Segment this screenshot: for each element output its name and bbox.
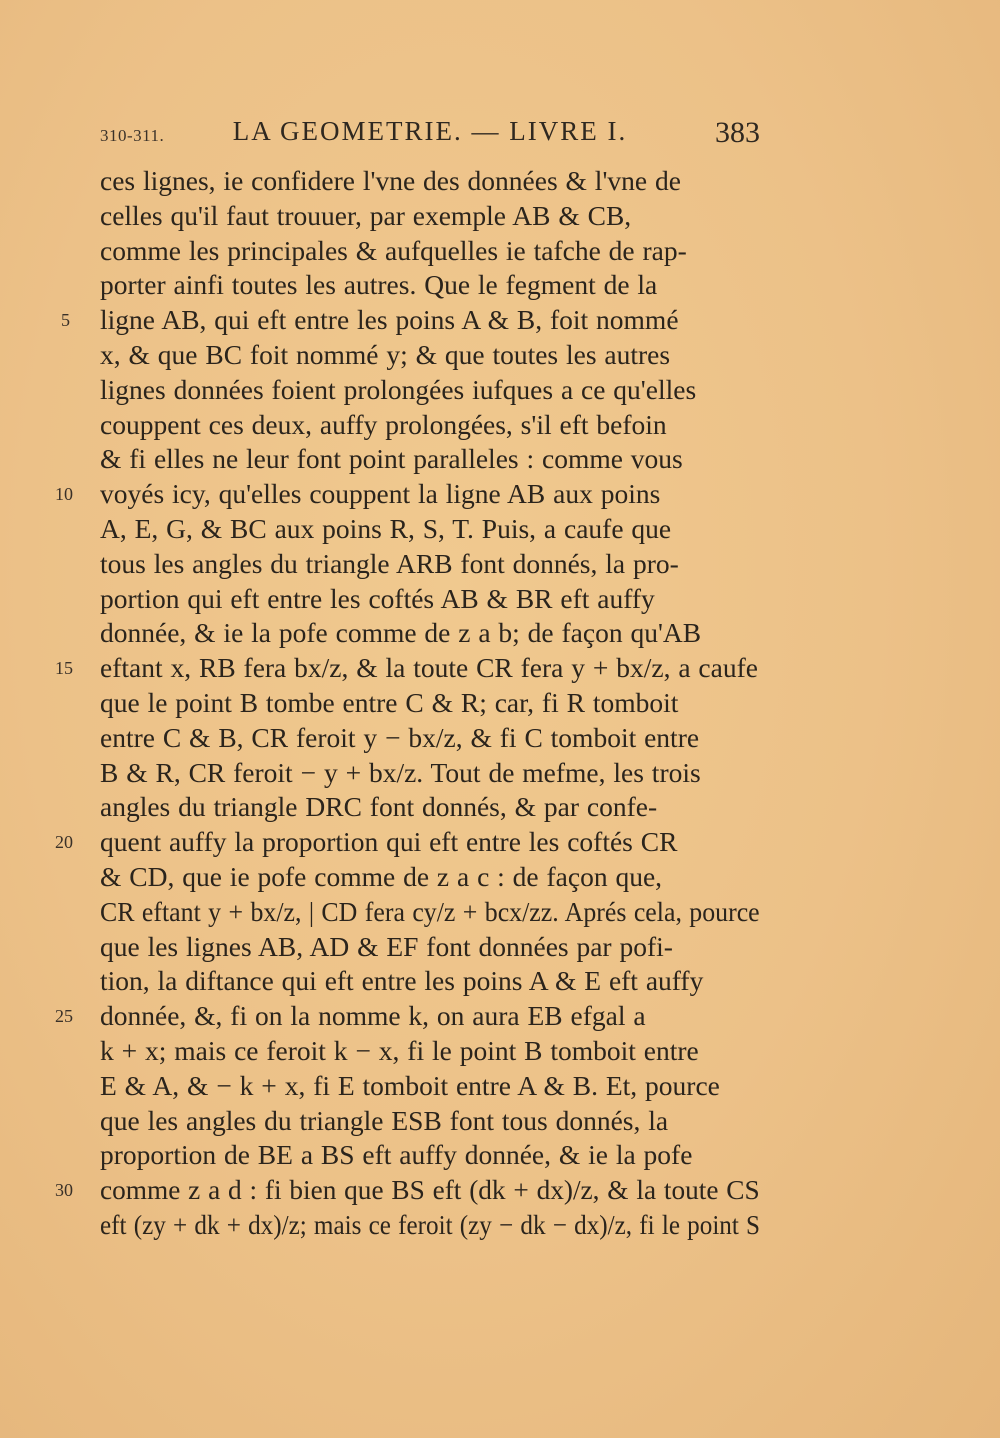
text-line <box>55 477 760 512</box>
line-text: eft (zy + dk + dx)/z; mais ce feroit (zy − dk − dx)/z, fi le point S <box>100 1208 761 1240</box>
line-text: ces lignes, ie confidere l'vne des données & l'vne de <box>100 165 681 196</box>
line-text: B & R, CR feroit − y + bx/z. Tout de mefme, les trois <box>100 756 701 788</box>
text-line <box>100 756 760 791</box>
line-text: portion qui eft entre les coftés AB & BR eft auffy <box>100 582 655 614</box>
text-line <box>100 373 760 408</box>
text-line <box>100 860 760 895</box>
line-text: angles du triangle DRC font donnés, & par confe- <box>100 791 658 823</box>
line-text: celles qu'il faut trouuer, par exemple AB & CB, <box>100 199 632 231</box>
page-header <box>100 116 760 156</box>
line-text: eftant x, RB fera bx/z, & la toute CR fera y + bx/z, a caufe <box>100 652 758 684</box>
text-line <box>100 930 760 965</box>
text-line <box>55 999 760 1034</box>
line-text: couppent ces deux, auffy prolongées, s'il eft befoin <box>100 408 667 440</box>
text-line <box>100 616 760 651</box>
text-line <box>100 164 760 199</box>
text-line <box>100 1138 760 1173</box>
line-text: tous les angles du triangle ARB font donnés, la pro- <box>100 547 679 579</box>
page-number: 383 <box>715 116 760 149</box>
text-line <box>55 825 760 860</box>
text-line <box>100 547 760 582</box>
line-number: 30 <box>55 1180 73 1201</box>
text-line <box>100 790 760 825</box>
line-text: porter ainfi toutes les autres. Que le fegment de la <box>100 269 658 301</box>
line-text: ligne AB, qui eft entre les poins A & B, foit nommé <box>100 304 679 336</box>
running-title: LA GEOMETRIE. — LIVRE I. <box>232 116 628 146</box>
text-line <box>100 338 760 373</box>
text-line <box>100 442 760 477</box>
text-line <box>55 1173 760 1208</box>
line-text: & fi elles ne leur font point paralleles : comme vous <box>100 443 683 475</box>
line-text: donnée, & ie la pofe comme de z a b; de façon qu'AB <box>100 617 702 649</box>
text-line <box>100 964 760 999</box>
text-line <box>100 895 760 930</box>
line-number: 10 <box>55 484 73 505</box>
line-text: que les lignes AB, AD & EF font données par pofi- <box>100 930 673 962</box>
text-line <box>100 1034 760 1069</box>
line-text: donnée, &, fi on la nomme k, on aura EB efgal a <box>100 1000 646 1032</box>
text-line <box>100 721 760 756</box>
line-text: voyés icy, qu'elles couppent la ligne AB aux poins <box>100 478 661 510</box>
text-line <box>61 303 760 338</box>
line-text: & CD, que ie pofe comme de z a c : de façon que, <box>100 860 663 892</box>
line-number: 5 <box>61 310 70 331</box>
line-text: que le point B tombe entre C & R; car, fi R tomboit <box>100 686 679 718</box>
line-number: 15 <box>55 658 73 679</box>
page-range: 310-311. <box>100 126 165 145</box>
text-line <box>100 234 760 269</box>
line-text: x, & que BC foit nommé y; & que toutes les autres <box>100 338 671 370</box>
text-line <box>100 512 760 547</box>
text-line <box>100 686 760 721</box>
line-text: tion, la diftance qui eft entre les poins A & E eft auffy <box>100 965 704 997</box>
text-line <box>100 268 760 303</box>
line-text: A, E, G, & BC aux poins R, S, T. Puis, a caufe que <box>100 512 672 544</box>
text-line <box>55 651 760 686</box>
text-line <box>100 408 760 443</box>
line-text: E & A, & − k + x, fi E tomboit entre A & B. Et, pource <box>100 1069 720 1101</box>
body-text <box>55 164 761 1243</box>
line-text: CR eftant y + bx/z, | CD fera cy/z + bcx/zz. Aprés cela, pource <box>100 895 760 927</box>
line-text: proportion de BE a BS eft auffy donnée, & ie la pofe <box>100 1139 693 1171</box>
text-line <box>100 1208 760 1243</box>
line-number: 20 <box>55 832 73 853</box>
line-text: entre C & B, CR feroit y − bx/z, & fi C tomboit entre <box>100 721 700 753</box>
line-text: comme z a d : fi bien que BS eft (dk + dx)/z, & la toute CS <box>100 1174 760 1206</box>
line-text: lignes données foient prolongées iufques a ce qu'elles <box>100 373 697 405</box>
line-text: que les angles du triangle ESB font tous donnés, la <box>100 1104 669 1136</box>
line-text: k + x; mais ce feroit k − x, fi le point B tomboit entre <box>100 1034 699 1066</box>
text-line <box>100 1104 760 1139</box>
line-text: quent auffy la proportion qui eft entre les coftés CR <box>100 826 678 858</box>
text-line <box>100 1069 760 1104</box>
line-text: comme les principales & aufquelles ie tafche de rap- <box>100 234 687 266</box>
text-line <box>100 582 760 617</box>
text-line <box>100 199 760 234</box>
line-number: 25 <box>55 1006 73 1027</box>
